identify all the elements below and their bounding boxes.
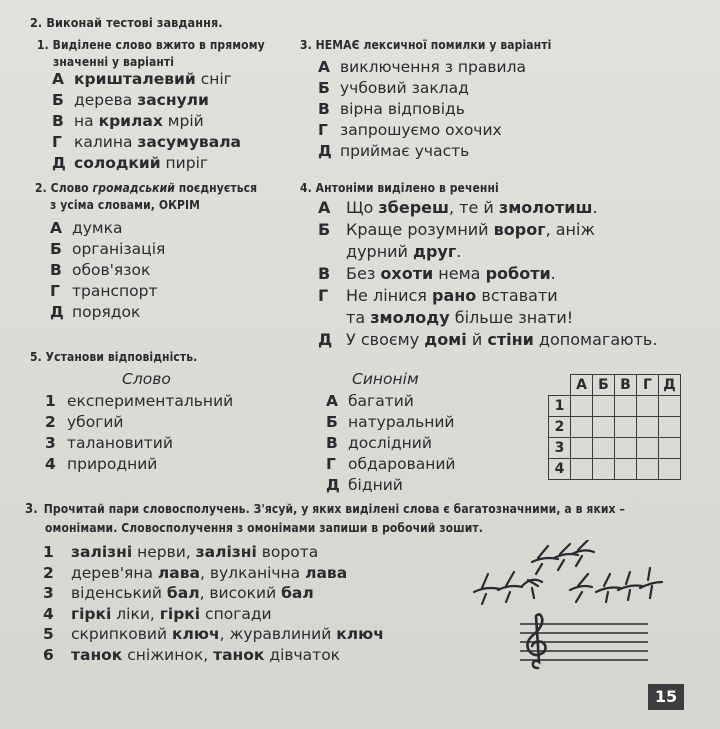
synonym-letter: Д [326, 476, 340, 494]
option-text: учбовий заклад [340, 79, 469, 97]
task3-instruction-line2: омонімами. Словосполучення з омонімами запиши в робочий зошит. [45, 521, 483, 535]
grid-answer-cell[interactable] [593, 459, 615, 480]
item-number: 1 [43, 543, 54, 561]
grid-answer-cell[interactable] [659, 438, 681, 459]
grid-col-header: Г [637, 375, 659, 396]
highlighted-word: танок [71, 645, 123, 664]
q4-option-line [318, 197, 657, 219]
option-letter: А [318, 198, 331, 217]
text-part: Без [346, 264, 381, 283]
q1-heading: 1. Виділене слово вжито в прямому [37, 38, 265, 52]
task2-heading [30, 15, 223, 30]
highlighted-word: засумувала [137, 133, 242, 151]
highlighted-word: змолоду [370, 308, 450, 327]
synonym-text: багатий [348, 392, 414, 410]
grid-answer-cell[interactable] [571, 417, 593, 438]
q4-option-line [318, 329, 657, 351]
grid-answer-cell[interactable] [637, 438, 659, 459]
grid-answer-cell[interactable] [615, 438, 637, 459]
option-letter: Б [50, 240, 62, 258]
option-letter: Д [318, 330, 333, 349]
text-part: вставати [476, 286, 558, 305]
q5-word [45, 433, 233, 454]
highlighted-word: домі [424, 330, 467, 349]
highlighted-word: крилах [98, 112, 163, 130]
word-number: 3 [45, 434, 56, 452]
grid-answer-cell[interactable] [593, 396, 615, 417]
q3-option [318, 99, 526, 120]
grid-answer-cell[interactable] [571, 438, 593, 459]
text-part: сніг [195, 70, 232, 88]
grid-col-header: В [615, 375, 637, 396]
text-part: Краще розумний [346, 220, 494, 239]
item-number: 6 [43, 645, 54, 664]
q2-option [50, 260, 165, 281]
text-part: калина [74, 133, 138, 151]
grid-answer-cell[interactable] [659, 417, 681, 438]
option-letter: Г [318, 286, 329, 305]
text-part: Що [346, 198, 379, 217]
option-text: вірна відповідь [340, 100, 465, 118]
task3-item [43, 563, 384, 584]
text-part: , вулканічна [200, 563, 306, 582]
highlighted-word: залізні [71, 543, 133, 561]
q2-keyword: громадський [92, 181, 175, 195]
option-letter: А [52, 70, 64, 88]
task3-item [43, 624, 384, 645]
item-number: 5 [43, 625, 54, 643]
grid-row-header: 4 [549, 459, 571, 480]
grid-col-header: Д [659, 375, 681, 396]
answer-grid [548, 374, 681, 480]
q4-option-line [318, 219, 657, 241]
q4-option-line [318, 241, 657, 263]
text-part: дівчаток [264, 645, 341, 664]
q5-words [45, 391, 233, 475]
option-letter: А [318, 58, 330, 76]
text-part: . [456, 242, 462, 261]
highlighted-word: роботи [485, 264, 551, 283]
option-letter: В [50, 261, 62, 279]
grid-answer-cell[interactable] [593, 438, 615, 459]
synonym-text: обдарований [348, 455, 456, 473]
treble-clef-icon [518, 612, 650, 672]
task3-item [43, 542, 384, 563]
word-text: експериментальний [67, 392, 234, 410]
q1-option [52, 111, 241, 132]
grid-answer-cell[interactable] [615, 417, 637, 438]
highlighted-word: залізні [195, 543, 257, 561]
grid-col-header: А [571, 375, 593, 396]
q5-word [45, 454, 233, 475]
option-letter: Г [52, 133, 62, 151]
task3-number: 3. [25, 502, 38, 517]
q5-synonym [326, 433, 456, 454]
option-text: запрошуємо охочих [340, 121, 502, 139]
task3-item [43, 645, 384, 666]
highlighted-word: солодкий [74, 154, 161, 172]
task3-instruction: 3. Прочитай пари словосполучень. З'ясуй, у яких виділені слова є багатозначними, а в яких – [25, 502, 625, 517]
option-text: виключення з правила [340, 58, 526, 76]
grid-col-header: Б [593, 375, 615, 396]
q5-heading: 5. Установи відповідність. [30, 350, 198, 364]
q1-options [52, 69, 241, 174]
q4-option-line [318, 307, 657, 329]
option-letter: Б [318, 79, 330, 97]
q1-heading-line2: значенні у варіанті [53, 55, 175, 69]
text-part: ліки, [111, 604, 160, 623]
text-part: дерев'яна [71, 563, 158, 582]
q5-synonym [326, 412, 456, 433]
word-text: талановитий [67, 434, 173, 452]
option-letter: Г [318, 121, 328, 139]
option-text: обов'язок [72, 261, 151, 279]
grid-answer-cell[interactable] [637, 459, 659, 480]
highlighted-word: охоти [380, 264, 434, 283]
q5-synonym [326, 475, 456, 496]
synonym-text: натуральний [348, 413, 455, 431]
option-letter: Г [50, 282, 60, 300]
highlighted-word: лава [157, 563, 201, 582]
q3-option [318, 78, 526, 99]
synonym-text: бідний [348, 476, 403, 494]
word-number: 2 [45, 413, 56, 431]
q2-option [50, 218, 165, 239]
highlighted-word: ключ [172, 625, 220, 643]
highlighted-word: ключ [336, 625, 384, 643]
text-part: . [592, 198, 598, 217]
text-part: ворота [256, 543, 319, 561]
option-letter: Д [50, 303, 64, 321]
q5-synonym [326, 391, 456, 412]
highlighted-word: лава [305, 563, 348, 582]
synonym-letter: Г [326, 455, 336, 473]
q5-col-word-header: Слово [122, 370, 171, 388]
option-text: транспорт [72, 282, 158, 300]
text-part: скрипковий [71, 625, 172, 643]
q3-option [318, 120, 526, 141]
item-number: 2 [43, 563, 54, 582]
grid-answer-cell[interactable] [615, 459, 637, 480]
grid-answer-cell[interactable] [593, 417, 615, 438]
q1-option [52, 153, 241, 174]
synonym-text: дослідний [348, 434, 432, 452]
option-letter: Б [318, 220, 331, 239]
grid-answer-cell[interactable] [659, 459, 681, 480]
grid-header-row [549, 375, 681, 396]
text-part: пиріг [160, 154, 209, 172]
text-part: У своєму [346, 330, 425, 349]
text-part: нерви, [132, 543, 196, 561]
q2-option [50, 239, 165, 260]
highlighted-word: гіркі [71, 604, 112, 623]
text-part: більше знати! [449, 308, 574, 327]
option-text: організація [72, 240, 166, 258]
synonym-letter: Б [326, 413, 338, 431]
q2-option [50, 302, 165, 323]
option-letter: В [318, 100, 330, 118]
grid-row-header: 3 [549, 438, 571, 459]
q1-option [52, 132, 241, 153]
highlighted-word: заснули [137, 91, 209, 109]
option-text: порядок [72, 303, 141, 321]
grid-answer-cell[interactable] [637, 396, 659, 417]
q1-option [52, 69, 241, 90]
grid-row [549, 459, 681, 480]
highlighted-word: кришталевий [74, 70, 196, 88]
q1-option [52, 90, 241, 111]
q3-option [318, 141, 526, 162]
option-letter: Д [52, 154, 66, 172]
grid-row [549, 417, 681, 438]
page-number: 15 [648, 684, 684, 710]
grid-row [549, 438, 681, 459]
highlighted-word: рано [432, 286, 477, 305]
text-part: дурний [346, 242, 414, 261]
task3-item [43, 604, 384, 625]
highlighted-word: танок [213, 645, 265, 664]
grid-answer-cell[interactable] [637, 417, 659, 438]
grid-row-header: 2 [549, 417, 571, 438]
grid-answer-cell[interactable] [615, 396, 637, 417]
text-part: та [346, 308, 371, 327]
q5-col-synonym-header: Синонім [352, 370, 419, 388]
highlighted-word: бал [166, 584, 200, 602]
word-text: природний [67, 455, 158, 473]
q2-heading-line2: з усіма словами, ОКРІМ [50, 198, 200, 212]
word-number: 1 [45, 392, 56, 410]
grid-row-header: 1 [549, 396, 571, 417]
text-part: Не лінися [346, 286, 432, 305]
highlighted-word: збереш [378, 198, 449, 217]
q2-option [50, 281, 165, 302]
text-part: нема [433, 264, 486, 283]
q3-option [318, 57, 526, 78]
text-part: мрій [162, 112, 204, 130]
q5-synonym [326, 454, 456, 475]
option-letter: В [52, 112, 64, 130]
highlighted-word: стіни [487, 330, 534, 349]
q5-synonyms [326, 391, 456, 496]
synonym-letter: А [326, 392, 338, 410]
q2-heading: 2. Слово громадський поєднується [35, 181, 258, 195]
task2-number: 2. [30, 15, 43, 30]
item-number: 4 [43, 604, 54, 623]
q2-options [50, 218, 165, 323]
q3-heading: 3. НЕМАЄ лексичної помилки у варіанті [300, 38, 552, 52]
grid-answer-cell[interactable] [659, 396, 681, 417]
text-part: , високий [199, 584, 282, 602]
highlighted-word: змолотиш [498, 198, 593, 217]
q4-heading: 4. Антоніми виділено в реченні [300, 181, 499, 195]
q4-option-line [318, 285, 657, 307]
text-part: , журавлиний [219, 625, 337, 643]
text-part: й [466, 330, 488, 349]
item-number: 3 [43, 584, 54, 602]
synonym-letter: В [326, 434, 338, 452]
text-part: спогади [200, 604, 272, 623]
q4-options [318, 197, 657, 351]
text-part: сніжинок, [122, 645, 214, 664]
word-text: убогий [67, 413, 124, 431]
q5-word [45, 412, 233, 433]
text-part: віденський [71, 584, 167, 602]
option-letter: В [318, 264, 331, 283]
q3-options [318, 57, 526, 162]
option-letter: А [50, 219, 62, 237]
task3-item [43, 583, 384, 604]
text-part: , аніж [545, 220, 595, 239]
option-letter: Б [52, 91, 64, 109]
text-part: на [74, 112, 99, 130]
q4-option-line [318, 263, 657, 285]
grid-answer-cell[interactable] [571, 459, 593, 480]
highlighted-word: ворог [493, 220, 546, 239]
text-part: дерева [74, 91, 138, 109]
grid-row [549, 396, 681, 417]
text-part: . [550, 264, 556, 283]
grid-answer-cell[interactable] [571, 396, 593, 417]
flying-cranes-icon [470, 540, 670, 612]
option-text: приймає участь [340, 142, 470, 160]
highlighted-word: гіркі [159, 604, 201, 623]
grid-corner [549, 375, 571, 396]
option-letter: Д [318, 142, 332, 160]
task2-title: Виконай тестові завдання. [46, 15, 223, 30]
highlighted-word: бал [281, 584, 314, 602]
highlighted-word: друг [413, 242, 457, 261]
text-part: , те й [449, 198, 499, 217]
q5-word [45, 391, 233, 412]
text-part: допомагають. [533, 330, 658, 349]
task3-items [43, 542, 384, 665]
word-number: 4 [45, 455, 56, 473]
option-text: думка [72, 219, 123, 237]
